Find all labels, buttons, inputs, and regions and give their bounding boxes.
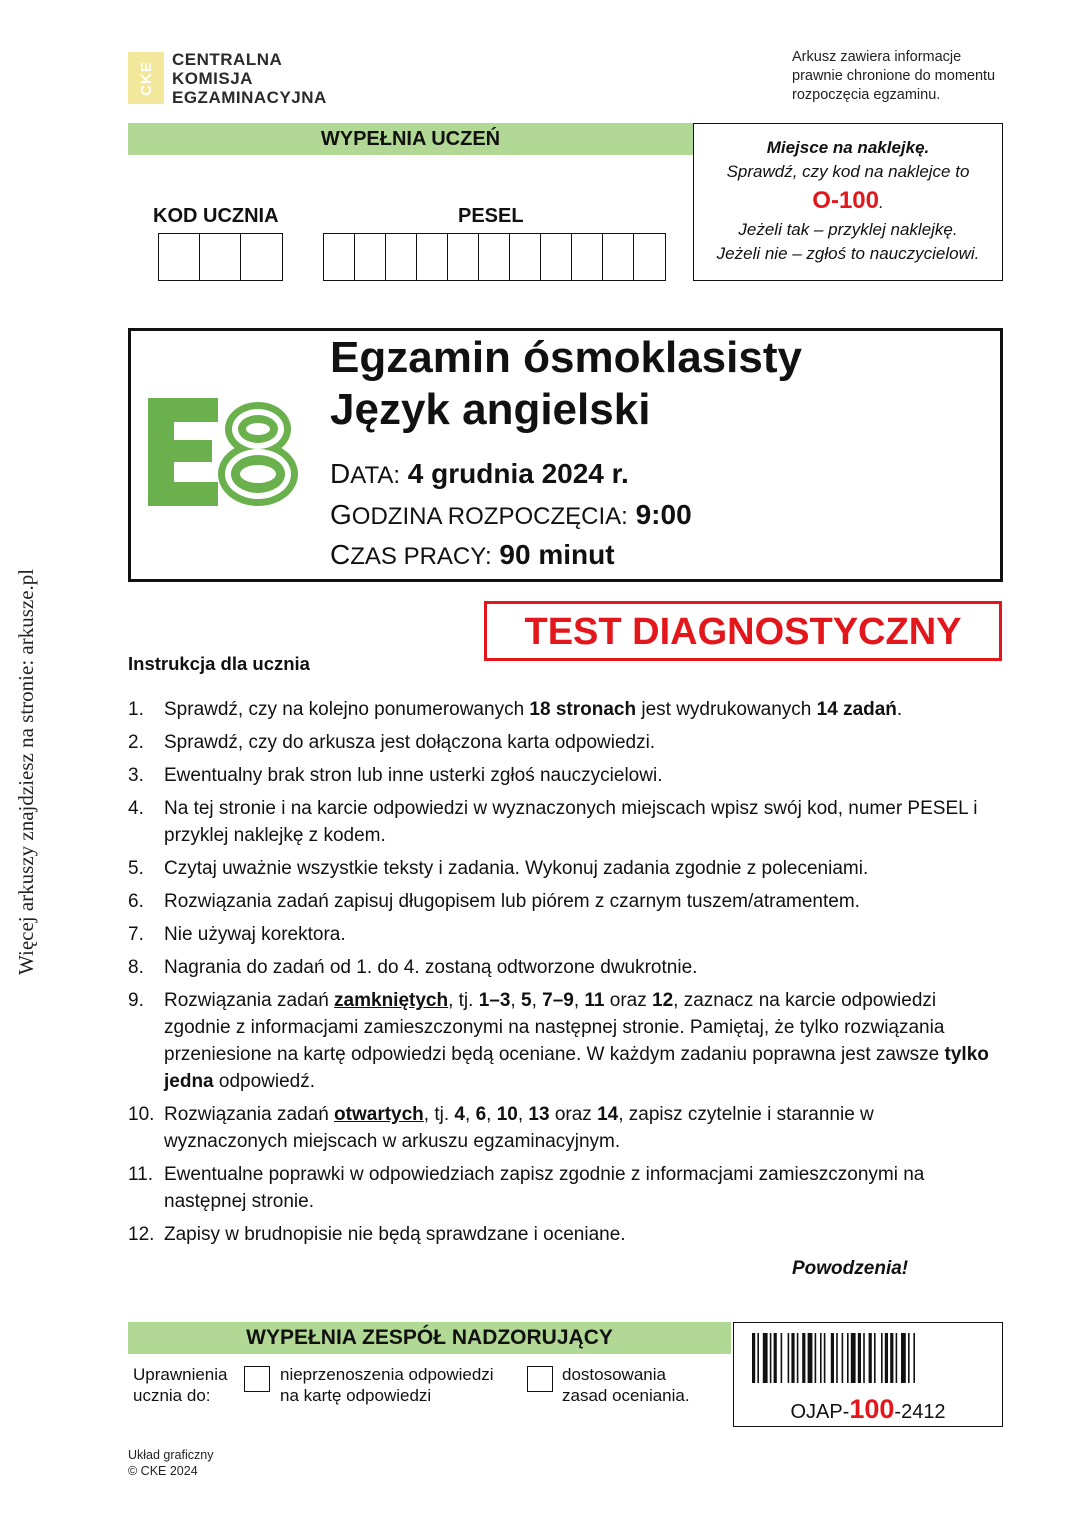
kod-input-boxes[interactable]: [158, 233, 283, 281]
e8-logo-icon: [146, 388, 306, 513]
barcode-icon: [752, 1333, 982, 1383]
instructions-list: [128, 696, 998, 1254]
confidentiality-note: Arkusz zawiera informacje prawnie chronione do momentu rozpoczęcia egzaminu.: [792, 49, 996, 103]
footer: Układ graficzny © CKE 2024: [128, 1448, 214, 1478]
list-item: 8. Nagrania do zadań od 1. do 4. zostaną odtworzone dwukrotnie.: [128, 957, 698, 978]
option-adjusted-grading-label: dostosowania zasad oceniania.: [562, 1365, 690, 1405]
side-watermark: Więcej arkuszy znajdziesz na stronie: arkusze.pl: [14, 568, 38, 975]
sticker-code: O-100: [812, 187, 879, 214]
sheet-code: OJAP-100-2412: [790, 1394, 946, 1424]
student-section-header: WYPEŁNIA UCZEŃ: [128, 123, 693, 155]
list-item: 5. Czytaj uważnie wszystkie teksty i zadania. Wykonuj zadania zgodnie z poleceniami.: [128, 858, 869, 879]
list-item: 4. Na tej stronie i na karcie odpowiedzi w wyznaczonych miejscach wpisz swój kod, numer PESEL i przyklej naklejkę z kodem.: [128, 798, 978, 846]
list-item: 10. Rozwiązania zadań otwartych, tj. 4, 6, 10, 13 oraz 14, zapisz czytelnie i starannie w wyznaczonych miejscach w arkuszu egzaminacyjnym.: [128, 1104, 874, 1152]
option-no-transfer-label: nieprzenoszenia odpowiedzi na kartę odpowiedzi: [280, 1365, 494, 1405]
test-diagnostic-label: TEST DIAGNOSTYCZNY: [484, 601, 1002, 661]
checkbox-no-transfer[interactable]: [244, 1366, 270, 1392]
list-item: 1. Sprawdź, czy na kolejno ponumerowanych 18 stronach jest wydrukowanych 14 zadań.: [128, 699, 903, 720]
list-item: 7. Nie używaj korektora.: [128, 924, 346, 945]
supervisor-section-header: WYPEŁNIA ZESPÓŁ NADZORUJĄCY: [128, 1322, 731, 1354]
pesel-label: PESEL: [458, 205, 524, 227]
exam-duration: CZAS PRACY: 90 minut: [330, 539, 615, 570]
closing-text: Powodzenia!: [792, 1258, 909, 1279]
cke-logo-mark: CKE: [128, 52, 164, 104]
list-item: 2. Sprawdź, czy do arkusza jest dołączona karta odpowiedzi.: [128, 732, 656, 753]
checkbox-adjusted-grading[interactable]: [527, 1366, 553, 1392]
cke-logo-text: CENTRALNA KOMISJA EGZAMINACYJNA: [172, 50, 327, 107]
exam-title: Egzamin ósmoklasisty Język angielski: [330, 333, 802, 434]
list-item: 9. Rozwiązania zadań zamkniętych, tj. 1–3, 5, 7–9, 11 oraz 12, zaznacz na karcie odpowiedzi zgodnie z informacjami zamieszczonymi na następnej stronie. Pamiętaj, że tylko rozwiązania przeniesione na kartę odpowiedzi będą oceniane. W każdym zadaniu poprawna jest zawsze tylko jedna odpowiedź.: [128, 990, 989, 1092]
exam-date: DATA: 4 grudnia 2024 r.: [330, 458, 629, 489]
exam-start-time: GODZINA ROZPOCZĘCIA: 9:00: [330, 499, 692, 530]
list-item: 12. Zapisy w brudnopisie nie będą sprawdzane i oceniane.: [128, 1224, 626, 1245]
list-item: 11. Ewentualne poprawki w odpowiedziach zapisz zgodnie z informacjami zamieszczonymi na następnej stronie.: [128, 1164, 925, 1212]
permissions-label: Uprawnienia ucznia do:: [133, 1365, 228, 1405]
instructions-heading: Instrukcja dla ucznia: [128, 653, 310, 674]
kod-label: KOD UCZNIA: [153, 205, 279, 227]
list-item: 3. Ewentualny brak stron lub inne usterki zgłoś nauczycielowi.: [128, 765, 663, 786]
sticker-area: Miejsce na naklejkę. Sprawdź, czy kod na naklejce to O-100. Jeżeli tak – przyklej naklejkę. Jeżeli nie – zgłoś to nauczycielowi.: [693, 123, 1003, 281]
pesel-input-boxes[interactable]: [323, 233, 666, 281]
list-item: 6. Rozwiązania zadań zapisuj długopisem lub piórem z czarnym tuszem/atramentem.: [128, 891, 860, 912]
